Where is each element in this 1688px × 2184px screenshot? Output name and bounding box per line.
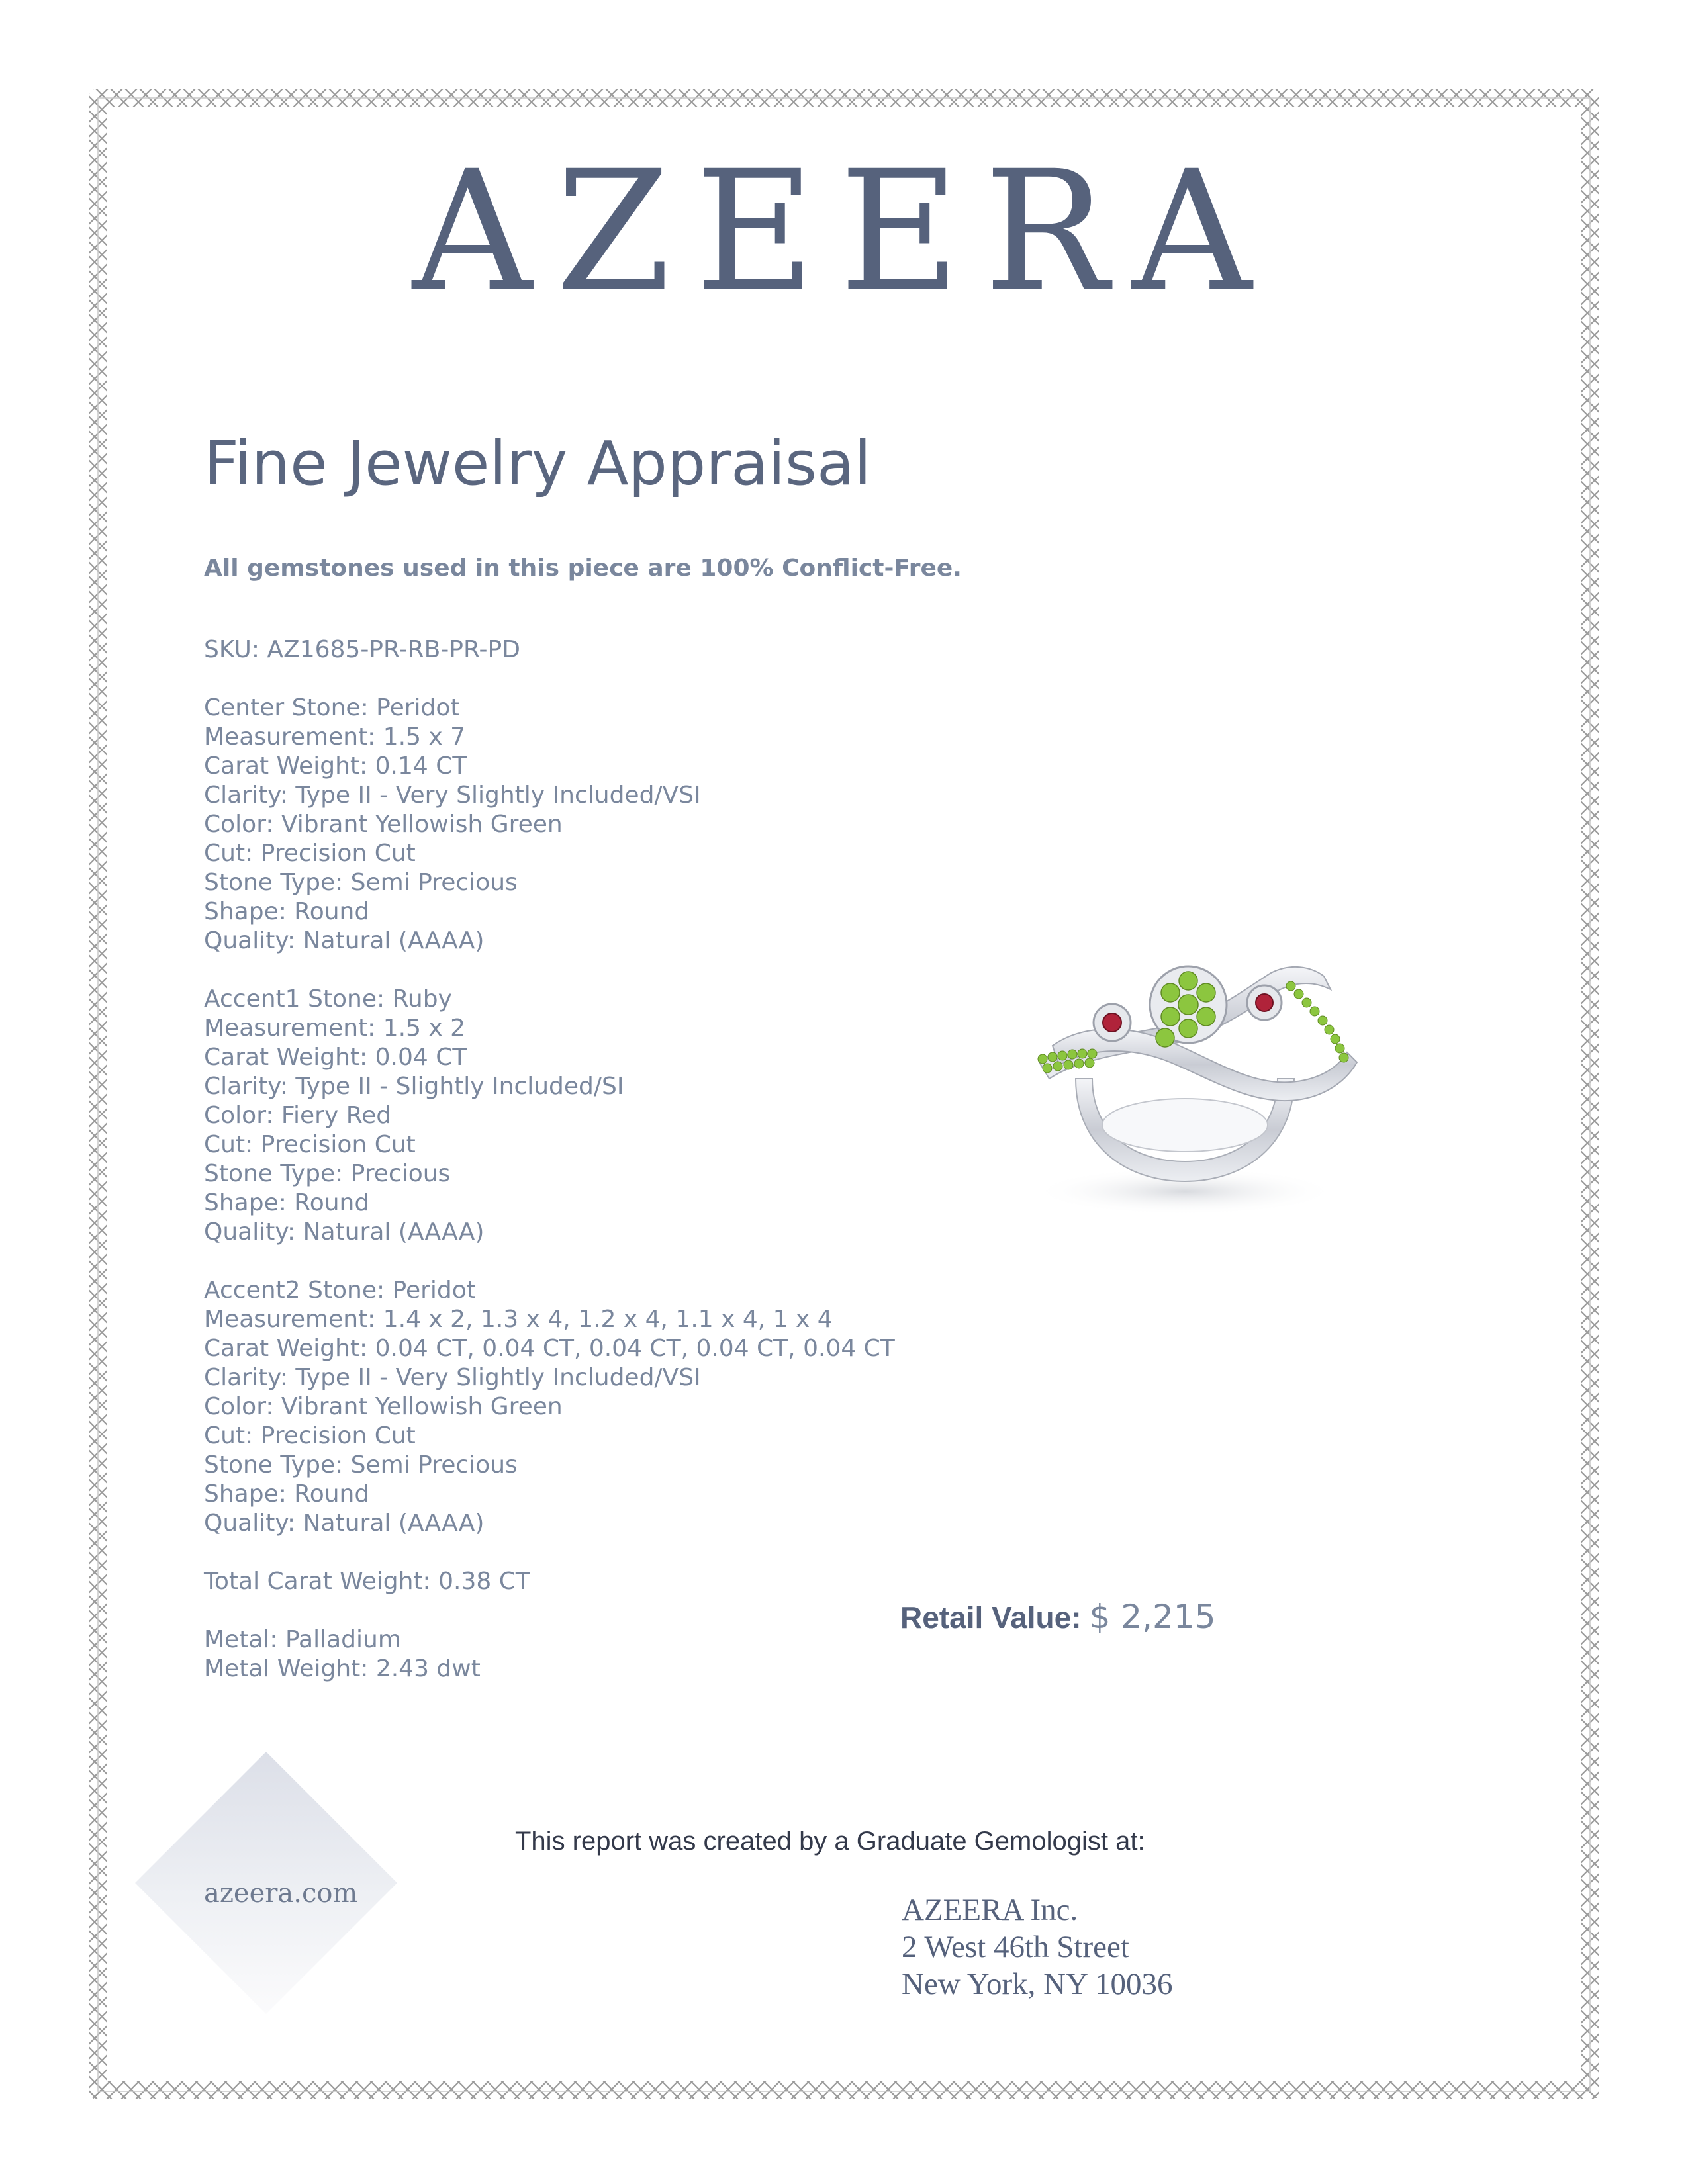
detail-line: Quality: Natural (AAAA) [204,1218,485,1246]
detail-line: Shape: Round [204,1480,370,1508]
sku-group [204,635,1064,664]
detail-line: Carat Weight: 0.14 CT [204,752,467,780]
accent1-stone-group [204,985,1064,1247]
metal-line: Metal: Palladium [204,1626,401,1653]
detail-line: Shape: Round [204,898,370,925]
center-stone-group [204,694,1064,956]
detail-line: Center Stone: Peridot [204,694,460,721]
retail-value-amount: $ 2,215 [1089,1598,1216,1636]
detail-line: Accent2 Stone: Peridot [204,1277,476,1304]
total-carat-group [204,1567,1064,1596]
detail-line: Cut: Precision Cut [204,840,416,867]
website-url: azeera.com [204,1878,358,1909]
detail-line: Stone Type: Semi Precious [204,1451,518,1479]
accent2-stone-group [204,1276,1064,1538]
detail-line: Color: Vibrant Yellowish Green [204,1393,563,1420]
address-line: 2 West 46th Street [902,1930,1129,1964]
detail-line: Accent1 Stone: Ruby [204,985,452,1013]
detail-line: Shape: Round [204,1189,370,1216]
retail-value [900,1598,1216,1636]
detail-line: Measurement: 1.5 x 7 [204,723,466,751]
address-line: New York, NY 10036 [902,1967,1173,2001]
detail-line: Clarity: Type II - Very Slightly Included/VSI [204,1364,701,1391]
detail-line: Cut: Precision Cut [204,1131,416,1158]
metal-weight-line: Metal Weight: 2.43 dwt [204,1655,481,1682]
address-line: AZEERA Inc. [902,1893,1078,1927]
detail-line: Color: Fiery Red [204,1102,392,1129]
detail-line: Quality: Natural (AAAA) [204,1510,485,1537]
appraisal-details [204,635,1064,1713]
sku-line: SKU: AZ1685-PR-RB-PR-PD [204,636,520,663]
detail-line: Carat Weight: 0.04 CT, 0.04 CT, 0.04 CT, 0.04 CT, 0.04 CT [204,1335,895,1362]
retail-value-label: Retail Value: [900,1600,1082,1635]
detail-line: Color: Vibrant Yellowish Green [204,811,563,838]
brand-logo: AZEERA [412,135,1276,328]
detail-line: Cut: Precision Cut [204,1422,416,1449]
conflict-free-statement: All gemstones used in this piece are 100% Conflict-Free. [204,555,962,582]
ring-image [1013,927,1383,1218]
detail-line: Carat Weight: 0.04 CT [204,1044,467,1071]
detail-line: Measurement: 1.4 x 2, 1.3 x 4, 1.2 x 4, 1.1 x 4, 1 x 4 [204,1306,833,1333]
page-title: Fine Jewelry Appraisal [204,428,871,499]
detail-line: Stone Type: Precious [204,1160,451,1187]
total-carat-line: Total Carat Weight: 0.38 CT [204,1568,530,1595]
created-by-statement: This report was created by a Graduate Gemologist at: [515,1827,1145,1856]
detail-line: Clarity: Type II - Very Slightly Included/VSI [204,782,701,809]
company-address [902,1891,1173,2003]
detail-line: Clarity: Type II - Slightly Included/SI [204,1073,624,1100]
detail-line: Stone Type: Semi Precious [204,869,518,896]
detail-line: Quality: Natural (AAAA) [204,927,485,954]
detail-line: Measurement: 1.5 x 2 [204,1015,466,1042]
